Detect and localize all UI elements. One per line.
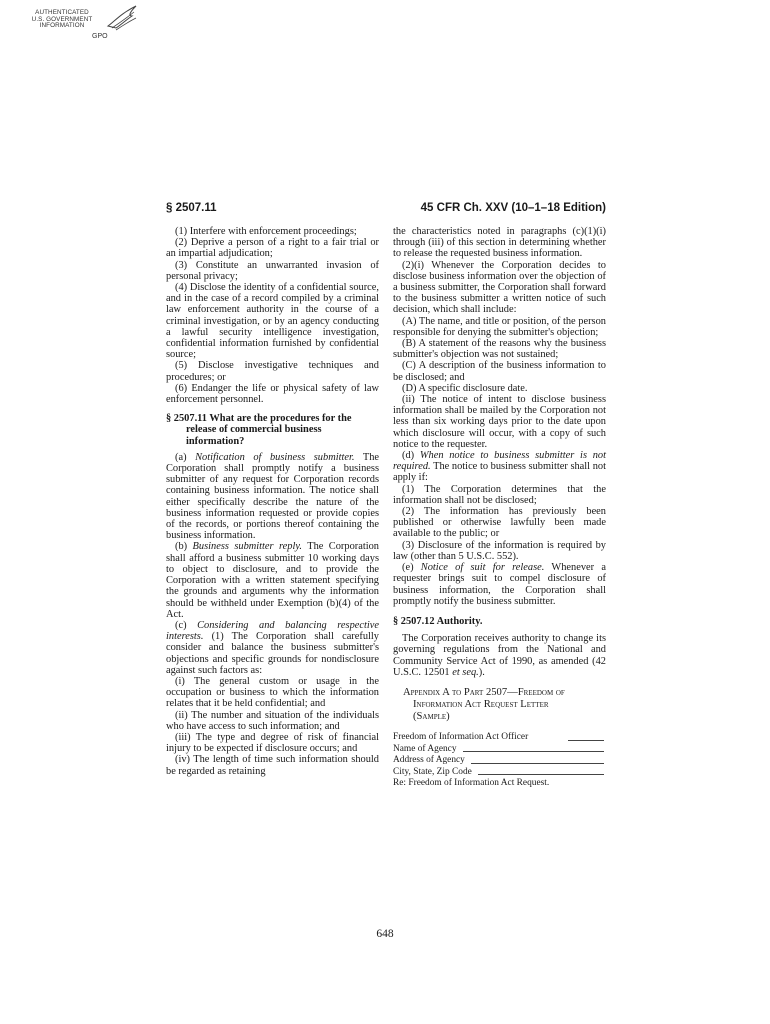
paragraph: (i) The general custom or usage in the occupation or business to which the information relates that it be held confidential; and xyxy=(166,675,379,710)
right-column xyxy=(393,226,606,790)
blank-line xyxy=(568,732,604,741)
appendix-heading: Appendix A to Part 2507—Freedom of Information Act Request Letter (Sample) xyxy=(403,686,565,722)
paragraph: (6) Endanger the life or physical safety of law enforcement personnel. xyxy=(166,382,379,406)
paragraph: (iii) The type and degree of risk of financial injury to be expected if disclosure occurs; and xyxy=(166,731,379,755)
paragraph: (5) Disclose investigative techniques and procedures; or xyxy=(166,360,379,383)
paragraph: (1) Interfere with enforcement proceedings; xyxy=(175,226,357,237)
sample-letter-form xyxy=(393,732,606,790)
paragraph: (A) The name, and title or position, of the person responsible for denying the submitter's objection; xyxy=(393,315,606,338)
running-head xyxy=(166,202,606,218)
paragraph: (2)(i) Whenever the Corporation decides to disclose business information over the objection of a business submitter, the Corporation shall forward to the business submitter a written notice of such decision, which shall include: xyxy=(393,259,606,316)
gpo-authentication-logo xyxy=(22,4,142,46)
logo-text: AUTHENTICATED U.S. GOVERNMENT INFORMATION xyxy=(31,9,93,30)
paragraph: (3) Disclosure of the information is required by law (other than 5 U.S.C. 552). xyxy=(393,539,606,562)
paragraph: (D) A specific disclosure date. xyxy=(402,382,528,394)
paragraph-b: (b) Business submitter reply. The Corporation shall afford a business submitter 10 working days to object to disclosure, and to provide the Corporation with a written statement specifying the grounds and arguments why the information should be withheld under Exemption (b)(4) of the Act. xyxy=(166,541,379,620)
paragraph: (ii) The number and situation of the individuals who have access to such information; and xyxy=(166,709,379,732)
left-column xyxy=(166,226,379,777)
paragraph: (C) A description of the business information to be disclosed; and xyxy=(393,360,606,383)
form-line: Name of Agency xyxy=(393,744,606,756)
paragraph: (iv) The length of time such information should be regarded as retaining xyxy=(166,754,379,777)
blank-line xyxy=(463,744,604,753)
paragraph-c: (c) Considering and balancing respective interests. (1) The Corporation shall carefully consider and balance the business submitter's objections and specific grounds for nondisclosure against such factors as: xyxy=(166,619,379,676)
paragraph: (2) Deprive a person of a right to a fair trial or an impartial adjudication; xyxy=(166,237,379,260)
section-reference: § 2507.11 xyxy=(166,202,217,214)
blank-line xyxy=(478,767,604,776)
title-reference: 45 CFR Ch. XXV (10–1–18 Edition) xyxy=(420,202,606,214)
paragraph: (ii) The notice of intent to disclose business information shall be mailed by the Corporation not less than six working days prior to the date upon which disclosure will occur, with a copy of such notice to the requester. xyxy=(393,394,606,450)
paragraph: (2) The information has previously been published or otherwise lawfully been made available to the public; or xyxy=(393,506,606,540)
form-line: Freedom of Information Act Officer xyxy=(393,732,606,744)
paragraph-d: (d) When notice to business submitter is not required. The notice to business submitter shall not apply if: xyxy=(393,450,606,484)
paragraph-a: (a) Notification of business submitter. The Corporation shall promptly notify a business submitter of any request for Corporation records containing business information. The notice shall either specifically describe the nature of the business information requested or provide copies of the records, or portions thereof containing the business information. xyxy=(166,451,380,542)
paragraph-e: (e) Notice of suit for release. Whenever a requester brings suit to compel disclosure of business information, the Corporation shall promptly notify the business submitter. xyxy=(393,562,606,607)
paragraph-authority: The Corporation receives authority to change its governing regulations from the National and Community Service Act of 1990, as amended (42 U.S.C. 12501 et seq.). xyxy=(393,633,606,678)
paragraph: (3) Constitute an unwarranted invasion of personal privacy; xyxy=(166,259,379,282)
section-heading-2507-11: § 2507.11 What are the procedures for the release of commercial business information? xyxy=(166,413,352,447)
form-line: Re: Freedom of Information Act Request. xyxy=(393,778,550,789)
paragraph: (B) A statement of the reasons why the business submitter's objection was not sustained; xyxy=(393,338,606,361)
logo-gpo-label: GPO xyxy=(92,33,108,40)
page-number: 648 xyxy=(376,928,394,940)
blank-line xyxy=(471,755,604,764)
paragraph: the characteristics noted in paragraphs (c)(1)(i) through (iii) of this section in determining whether to release the requested business information. xyxy=(393,226,606,260)
form-line: Address of Agency xyxy=(393,755,606,767)
paragraph: (1) The Corporation determines that the information shall not be disclosed; xyxy=(393,483,606,506)
section-heading-2507-12: § 2507.12 Authority. xyxy=(393,615,483,627)
eagle-icon xyxy=(106,4,140,34)
paragraph: (4) Disclose the identity of a confidential source, and in the case of a record compiled by a criminal law enforcement authority in the course of a criminal investigation, or by an agency conducting a lawful security intelligence investigation, confidential information furnished by confidential source; xyxy=(166,282,379,361)
form-line: City, State, Zip Code xyxy=(393,767,606,779)
